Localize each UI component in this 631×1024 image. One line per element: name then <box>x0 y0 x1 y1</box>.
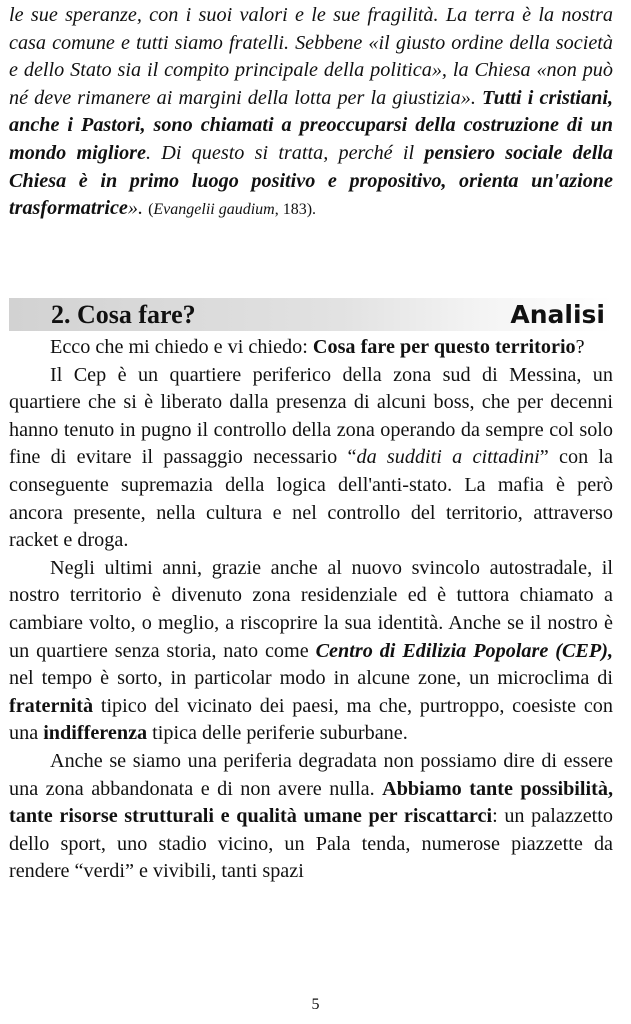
paragraph-1: Ecco che mi chiedo e vi chiedo: Cosa fare per questo territorio? <box>50 336 585 358</box>
italic-text: da sudditi a cittadini <box>356 446 540 469</box>
quoted-paragraph <box>9 2 613 224</box>
paragraph-2: Il Cep è un quartiere periferico della zona sud di Messina, un quartiere che si è liberato dalla presenza di alcuni boss, che per decenni hanno tenuto in pugno il controllo della zona operando da sempre col solo fine di evitare il passaggio necessario “da sudditi a cittadini” con la conseguente supremazia della logica dell'anti-stato. La mafia è però ancora presente, nella cultura e nel controllo del territorio, attraverso racket e droga. <box>9 363 614 552</box>
paragraph-3: Negli ultimi anni, grazie anche al nuovo svincolo autostradale, il nostro territorio è divenuto zona residenziale ed è tuttora chiamato a cambiare volto, o meglio, a riscoprire la sua identità. Anche se il nostro è un quartiere senza storia, nato come Centro di Edilizia Popolare (CEP), nel tempo è sorto, in particolar modo in alcune zone, un microclima di fraternità tipico del vicinato dei paesi, ma che, purtroppo, coesiste con una indifferenza tipica delle periferie suburbane. <box>9 556 613 745</box>
quote-bold-text: Tutti i cristiani, anche i Pastori, sono chiamati a preoccuparsi della costruzione di un mondo migliore <box>9 86 613 164</box>
paragraph-4: Anche se siamo una periferia degradata non possiamo dire di essere una zona abbandonata e di non avere nulla. Abbiamo tante possibilità, tante risorse strutturali e qualità umane per riscattarci: un palazzetto dello sport, uno stadio vicino, un Pala tenda, numerose piazzette da rendere “verdi” e vivibili, tanti spazi <box>9 749 613 883</box>
bold-text: Cosa fare per questo territorio <box>312 336 576 358</box>
section-header <box>9 298 613 331</box>
quote-text: . Di questo si tratta, perché il <box>145 141 425 164</box>
citation: (Evangelii gaudium, 183). <box>148 201 317 219</box>
bold-italic-text: Centro di Edilizia Popolare (CEP), <box>315 639 613 662</box>
bold-text: indifferenza <box>43 722 148 745</box>
body-text <box>9 334 613 886</box>
section-tag: Analisi <box>510 300 605 329</box>
quote-text: le sue speranze, con i suoi valori e le sue fragilità. La terra è la nostra casa comune e tutti siamo fratelli. Sebbene «il giusto ordine della società e dello Stato sia il compito principale della politica», la Chiesa «non può né deve rimanere ai margini della lotta per la giustizia». <box>9 4 613 109</box>
quote-text: ». <box>127 197 149 220</box>
citation-title: Evangelii gaudium <box>153 201 275 219</box>
bold-text: Abbiamo tante possibilità, tante risorse strutturali e qualità umane per riscattarci <box>9 777 613 828</box>
section-title: 2. Cosa fare? <box>51 300 196 329</box>
bold-text: fraternità <box>9 694 94 717</box>
page-number: 5 <box>311 996 320 1013</box>
quote-bold-text: pensiero sociale della Chiesa è in primo luogo positivo e propositivo, orienta un'azione trasformatrice <box>9 141 614 220</box>
